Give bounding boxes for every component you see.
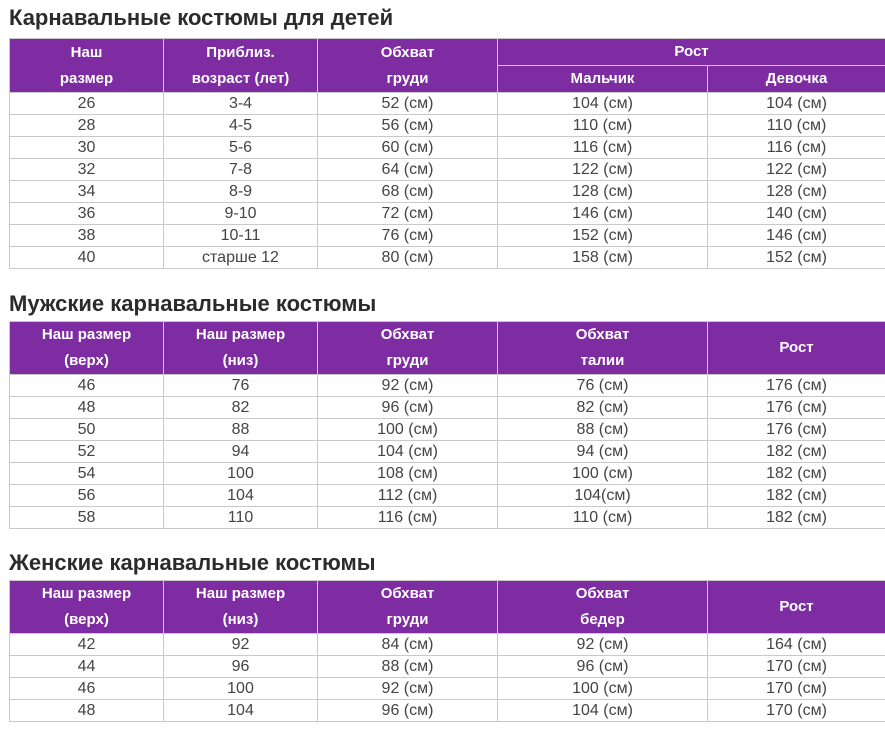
table-cell: 170 (см): [708, 700, 885, 722]
table-cell: старше 12: [164, 247, 318, 269]
column-header: [10, 581, 164, 634]
table-cell: 104: [164, 485, 318, 507]
table-cell: 34: [10, 181, 164, 203]
table-cell: 116 (см): [498, 137, 708, 159]
table-row: [10, 463, 885, 485]
table-cell: 176 (см): [708, 419, 885, 441]
table-cell: 128 (см): [498, 181, 708, 203]
table-cell: 96 (см): [318, 700, 498, 722]
table-cell: 30: [10, 137, 164, 159]
table-cell: 76: [164, 375, 318, 397]
table-cell: 80 (см): [318, 247, 498, 269]
table-cell: 100 (см): [498, 463, 708, 485]
table-cell: 100: [164, 678, 318, 700]
column-header-line: груди: [386, 69, 429, 87]
table-cell: 76 (см): [318, 225, 498, 247]
table-cell: 58: [10, 507, 164, 529]
column-header: [10, 322, 164, 375]
table-cell: 182 (см): [708, 485, 885, 507]
table-cell: 10-11: [164, 225, 318, 247]
column-header-line: (верх): [64, 611, 109, 628]
table-cell: 26: [10, 93, 164, 115]
column-header-line: Наш: [70, 43, 103, 61]
table-cell: 96 (см): [318, 397, 498, 419]
table-cell: 94 (см): [498, 441, 708, 463]
column-header: [318, 322, 498, 375]
table-cell: 158 (см): [498, 247, 708, 269]
table-cell: 116 (см): [318, 507, 498, 529]
table-cell: 52 (см): [318, 93, 498, 115]
table-row: [10, 225, 885, 247]
table-row: [10, 700, 885, 722]
table-row: [10, 441, 885, 463]
column-header-line: Обхват: [575, 326, 630, 343]
table-cell: 46: [10, 678, 164, 700]
column-header-line: груди: [386, 352, 429, 369]
mens-sizes-table: [9, 321, 885, 529]
column-header-line: Наш размер: [195, 326, 286, 343]
table-cell: 182 (см): [708, 463, 885, 485]
table-row: [10, 375, 885, 397]
table-row: [10, 115, 885, 137]
table-cell: 164 (см): [708, 634, 885, 656]
column-header-line: Наш размер: [195, 585, 286, 602]
table-row: [10, 419, 885, 441]
table-cell: 3-4: [164, 93, 318, 115]
table-cell: 110: [164, 507, 318, 529]
column-header: [10, 39, 164, 93]
table-cell: 92 (см): [318, 375, 498, 397]
table-row: [10, 181, 885, 203]
column-header: [164, 322, 318, 375]
table-cell: 104 (см): [708, 93, 885, 115]
table-row: [10, 656, 885, 678]
table-cell: 96 (см): [498, 656, 708, 678]
column-header-line: (низ): [222, 611, 259, 628]
table-cell: 176 (см): [708, 397, 885, 419]
womens-sizes-title: Женские карнавальные костюмы: [9, 550, 376, 575]
table-row: [10, 159, 885, 181]
table-cell: 170 (см): [708, 656, 885, 678]
table-cell: 56: [10, 485, 164, 507]
group-header-rost: Рост: [498, 39, 885, 66]
table-cell: 94: [164, 441, 318, 463]
column-header-line: (низ): [222, 352, 259, 369]
table-row: [10, 678, 885, 700]
womens-sizes-table: [9, 580, 885, 722]
header-row: [10, 322, 885, 375]
column-header-line: бедер: [580, 611, 625, 628]
table-cell: 82: [164, 397, 318, 419]
column-header: [318, 39, 498, 93]
table-cell: 52: [10, 441, 164, 463]
table-row: [10, 634, 885, 656]
column-header-line: Рост: [779, 598, 814, 615]
column-header: [498, 581, 708, 634]
table-cell: 96: [164, 656, 318, 678]
table-row: [10, 247, 885, 269]
table-cell: 92 (см): [498, 634, 708, 656]
table-cell: 36: [10, 203, 164, 225]
table-cell: 68 (см): [318, 181, 498, 203]
table-row: [10, 485, 885, 507]
column-header-line: возраст (лет): [191, 69, 290, 87]
table-cell: 104 (см): [498, 93, 708, 115]
table-cell: 48: [10, 700, 164, 722]
table-cell: 7-8: [164, 159, 318, 181]
table-cell: 40: [10, 247, 164, 269]
table-row: [10, 203, 885, 225]
table-cell: 140 (см): [708, 203, 885, 225]
table-row: [10, 137, 885, 159]
table-cell: 42: [10, 634, 164, 656]
table-cell: 60 (см): [318, 137, 498, 159]
table-cell: 128 (см): [708, 181, 885, 203]
table-cell: 182 (см): [708, 441, 885, 463]
column-header: [708, 322, 885, 375]
table-cell: 9-10: [164, 203, 318, 225]
table-cell: 88 (см): [498, 419, 708, 441]
sub-header-girl: Девочка: [708, 66, 885, 93]
table-cell: 104(см): [498, 485, 708, 507]
column-header: [164, 581, 318, 634]
table-cell: 44: [10, 656, 164, 678]
table-cell: 76 (см): [498, 375, 708, 397]
mens-sizes-title: Мужские карнавальные костюмы: [9, 291, 377, 316]
column-header-line: Обхват: [380, 43, 435, 61]
column-header-line: Обхват: [380, 326, 435, 343]
table-cell: 112 (см): [318, 485, 498, 507]
table-cell: 104 (см): [498, 700, 708, 722]
table-cell: 56 (см): [318, 115, 498, 137]
table-cell: 4-5: [164, 115, 318, 137]
table-cell: 92 (см): [318, 678, 498, 700]
table-cell: 146 (см): [708, 225, 885, 247]
table-cell: 152 (см): [708, 247, 885, 269]
column-header: [708, 581, 885, 634]
column-header-line: (верх): [64, 352, 109, 369]
column-header-line: Наш размер: [41, 326, 132, 343]
table-cell: 122 (см): [708, 159, 885, 181]
table-cell: 110 (см): [498, 507, 708, 529]
table-cell: 152 (см): [498, 225, 708, 247]
table-cell: 48: [10, 397, 164, 419]
column-header: [318, 581, 498, 634]
table-cell: 100 (см): [498, 678, 708, 700]
table-cell: 88: [164, 419, 318, 441]
column-header-line: груди: [386, 611, 429, 628]
column-header: [164, 39, 318, 93]
table-cell: 176 (см): [708, 375, 885, 397]
table-cell: 110 (см): [708, 115, 885, 137]
kids-sizes-title: Карнавальные костюмы для детей: [9, 5, 394, 30]
table-cell: 64 (см): [318, 159, 498, 181]
sub-header-boy: Мальчик: [498, 66, 708, 93]
table-cell: 8-9: [164, 181, 318, 203]
table-cell: 28: [10, 115, 164, 137]
column-header-line: размер: [59, 69, 114, 87]
table-cell: 100 (см): [318, 419, 498, 441]
header-row: [10, 39, 885, 66]
table-cell: 104 (см): [318, 441, 498, 463]
table-cell: 54: [10, 463, 164, 485]
table-cell: 104: [164, 700, 318, 722]
table-row: [10, 507, 885, 529]
table-cell: 116 (см): [708, 137, 885, 159]
column-header: [498, 322, 708, 375]
table-row: [10, 397, 885, 419]
table-cell: 108 (см): [318, 463, 498, 485]
table-cell: 84 (см): [318, 634, 498, 656]
table-cell: 82 (см): [498, 397, 708, 419]
table-cell: 5-6: [164, 137, 318, 159]
column-header-line: Обхват: [575, 585, 630, 602]
table-cell: 122 (см): [498, 159, 708, 181]
table-cell: 182 (см): [708, 507, 885, 529]
table-cell: 32: [10, 159, 164, 181]
table-row: [10, 93, 885, 115]
table-cell: 72 (см): [318, 203, 498, 225]
table-cell: 146 (см): [498, 203, 708, 225]
table-cell: 170 (см): [708, 678, 885, 700]
kids-sizes-table: [9, 38, 885, 269]
table-cell: 88 (см): [318, 656, 498, 678]
column-header-line: Наш размер: [41, 585, 132, 602]
table-cell: 50: [10, 419, 164, 441]
table-cell: 38: [10, 225, 164, 247]
table-cell: 110 (см): [498, 115, 708, 137]
column-header-line: Рост: [779, 339, 814, 356]
table-cell: 100: [164, 463, 318, 485]
table-cell: 92: [164, 634, 318, 656]
header-row: [10, 581, 885, 634]
column-header-line: Приблиз.: [206, 43, 275, 61]
table-cell: 46: [10, 375, 164, 397]
column-header-line: Обхват: [380, 585, 435, 602]
column-header-line: талии: [580, 352, 625, 369]
